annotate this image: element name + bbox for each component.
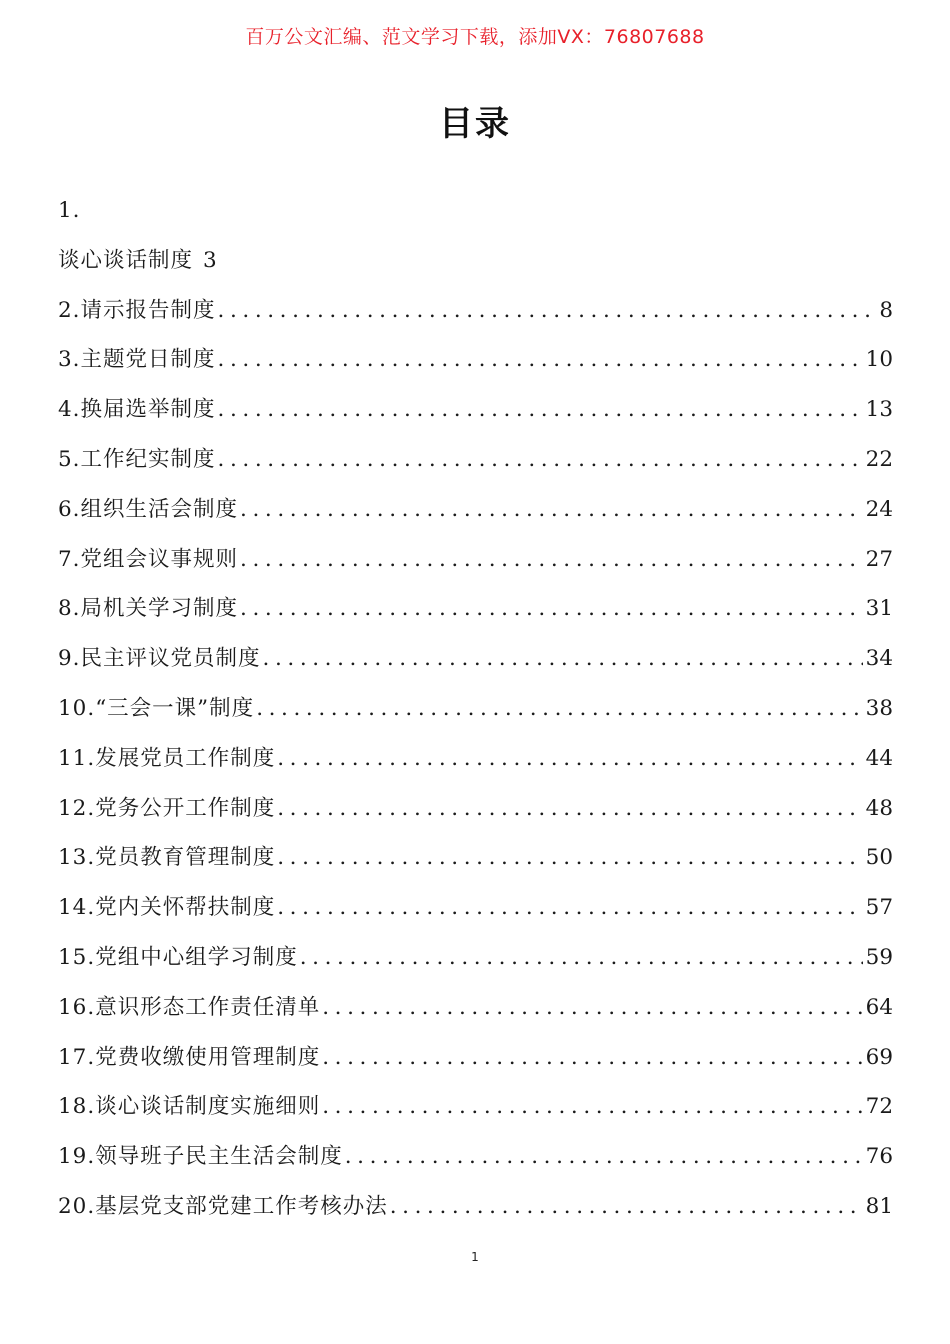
toc-entry-1[interactable] — [58, 236, 893, 286]
toc-entry[interactable] — [58, 1082, 893, 1132]
toc-dot-leader — [263, 634, 863, 684]
toc-entry[interactable] — [58, 1033, 893, 1083]
toc-entry[interactable] — [58, 485, 893, 535]
toc-entry-page: 27 — [865, 546, 893, 572]
toc-entry-page: 34 — [865, 646, 893, 672]
toc-entry[interactable] — [58, 1132, 893, 1182]
toc-entry-label: 8.局机关学习制度 — [58, 596, 239, 622]
toc-dot-leader — [277, 734, 862, 784]
toc-entry[interactable] — [58, 784, 893, 834]
toc-entry-label: 谈心谈话制度 — [58, 247, 194, 273]
toc-entry[interactable] — [58, 286, 893, 336]
toc-entry-label: 4.换届选举制度 — [58, 397, 216, 423]
toc-entry-page: 22 — [865, 446, 893, 472]
toc-dot-leader — [240, 485, 863, 535]
toc-entry-page: 76 — [865, 1144, 893, 1170]
toc-dot-leader — [300, 933, 863, 983]
toc-entry[interactable] — [58, 535, 893, 585]
toc-entry[interactable] — [58, 983, 893, 1033]
toc-dot-leader — [218, 385, 863, 435]
toc-dot-leader — [256, 684, 862, 734]
toc-entry-label: 12.党务公开工作制度 — [58, 795, 276, 821]
toc-entry-number: 1. — [58, 198, 81, 223]
toc-dot-leader — [218, 335, 863, 385]
toc-entry-label: 5.工作纪实制度 — [58, 446, 216, 472]
toc-entry[interactable] — [58, 734, 893, 784]
toc-entry-label: 10.“三会一课”制度 — [58, 695, 255, 721]
toc-entry-page: 3 — [203, 247, 217, 273]
toc-dot-leader — [322, 1082, 862, 1132]
toc-list — [58, 286, 893, 1232]
page-number: 1 — [471, 1250, 479, 1264]
toc-entry-page: 38 — [865, 695, 893, 721]
toc-entry-page: 31 — [865, 596, 893, 622]
toc-entry[interactable] — [58, 335, 893, 385]
toc-entry[interactable] — [58, 1182, 893, 1232]
toc-entry-label: 13.党员教育管理制度 — [58, 845, 276, 871]
toc-dot-leader — [277, 883, 862, 933]
page-title: 目录 — [439, 104, 511, 144]
toc-dot-leader — [218, 435, 863, 485]
toc-entry-label: 15.党组中心组学习制度 — [58, 944, 298, 970]
toc-entry-page: 50 — [865, 845, 893, 871]
toc-entry-label: 17.党费收缴使用管理制度 — [58, 1044, 321, 1070]
toc-entry[interactable] — [58, 684, 893, 734]
toc-entry-label: 2.请示报告制度 — [58, 297, 216, 323]
toc-dot-leader — [240, 535, 863, 585]
table-of-contents — [58, 186, 893, 1232]
toc-entry-page: 81 — [865, 1193, 893, 1219]
toc-dot-leader — [322, 983, 862, 1033]
toc-entry-label: 20.基层党支部党建工作考核办法 — [58, 1193, 388, 1219]
toc-entry[interactable] — [58, 435, 893, 485]
toc-entry-page: 48 — [865, 795, 893, 821]
toc-dot-leader — [277, 833, 862, 883]
toc-entry-page: 57 — [865, 895, 893, 921]
toc-entry-page: 24 — [865, 496, 893, 522]
toc-entry[interactable] — [58, 933, 893, 983]
toc-entry-label: 11.发展党员工作制度 — [58, 745, 276, 771]
toc-entry-page: 8 — [879, 297, 893, 323]
toc-entry-page: 44 — [865, 745, 893, 771]
toc-entry-1-number[interactable] — [58, 186, 893, 236]
toc-dot-leader — [277, 784, 862, 834]
toc-entry-label: 3.主题党日制度 — [58, 347, 216, 373]
toc-entry[interactable] — [58, 833, 893, 883]
toc-entry[interactable] — [58, 385, 893, 435]
toc-entry-label: 7.党组会议事规则 — [58, 546, 239, 572]
toc-entry[interactable] — [58, 634, 893, 684]
toc-dot-leader — [322, 1033, 862, 1083]
toc-entry-label: 16.意识形态工作责任清单 — [58, 994, 321, 1020]
watermark-banner: 百万公文汇编、范文学习下载，添加VX：76807688 — [245, 26, 705, 48]
toc-entry-label: 6.组织生活会制度 — [58, 496, 239, 522]
toc-entry[interactable] — [58, 883, 893, 933]
toc-entry-page: 59 — [865, 944, 893, 970]
toc-dot-leader — [390, 1182, 863, 1232]
toc-entry-label: 19.领导班子民主生活会制度 — [58, 1144, 343, 1170]
toc-dot-leader — [345, 1132, 863, 1182]
toc-entry-page: 72 — [865, 1094, 893, 1120]
toc-entry[interactable] — [58, 584, 893, 634]
toc-entry-page: 64 — [865, 994, 893, 1020]
toc-entry-page: 13 — [865, 397, 893, 423]
toc-entry-page: 10 — [865, 347, 893, 373]
toc-entry-label: 14.党内关怀帮扶制度 — [58, 895, 276, 921]
toc-dot-leader — [218, 286, 877, 336]
toc-dot-leader — [240, 584, 863, 634]
toc-entry-label: 18.谈心谈话制度实施细则 — [58, 1094, 321, 1120]
toc-entry-page: 69 — [865, 1044, 893, 1070]
toc-entry-label: 9.民主评议党员制度 — [58, 646, 261, 672]
